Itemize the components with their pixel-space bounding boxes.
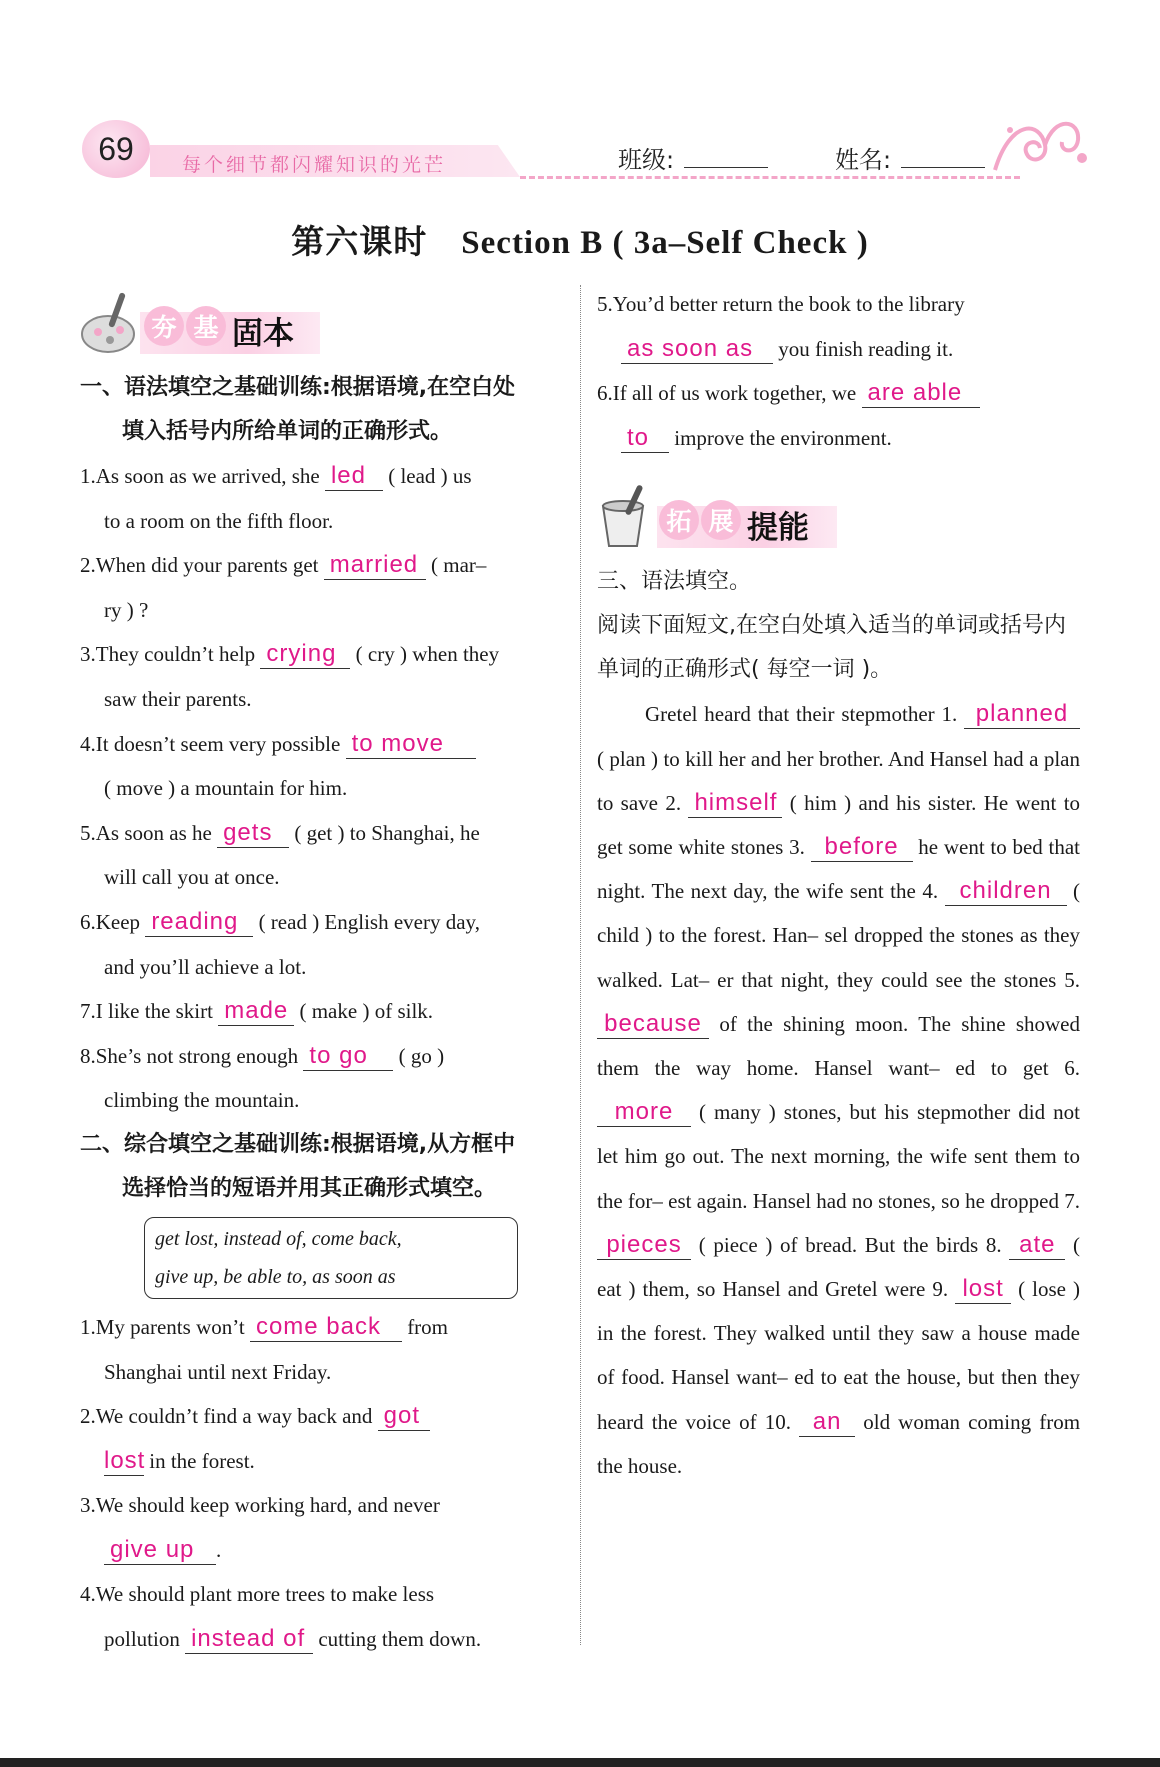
part2-answer-2a[interactable]: got [378, 1402, 430, 1431]
passage-answer-6[interactable]: more [597, 1098, 691, 1127]
phrase-box-line2: give up, be able to, as soon as [155, 1265, 396, 1288]
part2-answer-1[interactable]: come back [250, 1313, 402, 1342]
question-3: 3.They couldn’t help crying ( cry ) when they saw their parents. [80, 640, 500, 711]
answer-7[interactable]: made [218, 997, 294, 1026]
part2-answer-2b[interactable]: lost [104, 1446, 146, 1474]
phrase-box-line1: get lost, instead of, come back, [155, 1227, 402, 1250]
part3-sub-instruction: 阅读下面短文,在空白处填入适当的单词或括号内单词的正确形式( 每空一词 )。 [597, 613, 1066, 683]
answer-8[interactable]: to go [303, 1042, 393, 1071]
answer-1[interactable]: led [325, 462, 383, 491]
part1-instruction-line1: 一、语法填空之基础训练:根据语境,在空白处 [80, 375, 516, 400]
class-label: 班级: [618, 146, 675, 174]
answer-3[interactable]: crying [260, 640, 350, 669]
passage-answer-1[interactable]: planned [964, 700, 1080, 729]
passage-answer-2[interactable]: himself [688, 789, 782, 818]
part2-answer-4[interactable]: instead of [185, 1625, 313, 1654]
name-blank[interactable] [901, 167, 985, 168]
question-4: 4.It doesn’t seem very possible to move ( move ) a mountain for him. [80, 722, 562, 811]
part1-instruction [80, 366, 562, 454]
passage-answer-3[interactable]: before [811, 833, 913, 862]
question-7: 7.I like the skirt made ( make ) of silk. [80, 997, 434, 1025]
bottom-bar [0, 1758, 1160, 1767]
lesson-title: 第六课时 Section B ( 3a–Self Check ) [291, 225, 869, 261]
part2-instruction-line2: 选择恰当的短语并用其正确形式填空。 [122, 1175, 497, 1201]
question-2: 2.When did your parents get married ( mar– ry ) ? [80, 551, 487, 622]
passage-answer-7[interactable]: pieces [597, 1231, 691, 1260]
passage-answer-10[interactable]: an [799, 1408, 855, 1437]
part2-instruction-line1: 二、综合填空之基础训练:根据语境,从方框中 [80, 1131, 516, 1157]
part2-question-5: 5.You’d better return the book to the library as soon as you finish reading it. [597, 292, 965, 362]
name-field [835, 140, 985, 175]
badge-tuo: 拓 [659, 500, 699, 540]
part2-answer-6a[interactable]: are able [862, 379, 980, 408]
part2-questions [80, 1305, 562, 1662]
answer-6[interactable]: reading [145, 908, 253, 937]
part2-answer-5[interactable]: as soon as [621, 335, 773, 364]
page-number: 69 [82, 120, 150, 178]
passage-answer-9[interactable]: lost [955, 1275, 1011, 1304]
heading-tineng: 提能 [747, 510, 809, 547]
header-dashed-line [520, 176, 1020, 179]
part2-question-4: 4.We should plant more trees to make less pollution instead of cutting them down. [80, 1582, 482, 1653]
paint-bucket-icon [597, 484, 655, 550]
name-label: 姓名: [835, 146, 892, 174]
part1-questions [80, 454, 562, 1123]
question-6: 6.Keep reading ( read ) English every day, and you’ll achieve a lot. [80, 907, 480, 979]
section-heading-basic [80, 282, 562, 366]
page-header [0, 100, 1160, 190]
question-8: 8.She’s not strong enough to go ( go ) climbing the mountain. [80, 1041, 445, 1113]
part1-instruction-line2: 填入括号内所给单词的正确形式。 [122, 419, 453, 444]
palette-brush-icon [80, 290, 142, 356]
phrase-box [144, 1217, 518, 1299]
badge-zhan: 展 [701, 500, 741, 540]
part2-instruction [80, 1123, 562, 1211]
section-heading-extend [597, 476, 1080, 560]
question-5: 5.As soon as he gets ( get ) to Shanghai, he will call you at once. [80, 818, 480, 890]
class-blank[interactable] [684, 167, 768, 168]
motto-text: 每个细节都闪耀知识的光芒 [182, 154, 447, 176]
class-field [618, 140, 768, 175]
passage-answer-4[interactable]: children [945, 877, 1067, 906]
part2-answer-3[interactable]: give up [104, 1536, 216, 1565]
passage-answer-8[interactable]: ate [1009, 1231, 1065, 1260]
flourish-icon [990, 110, 1090, 180]
passage-answer-5[interactable]: because [597, 1010, 709, 1039]
left-column [80, 282, 562, 1662]
badge-ji: 基 [186, 306, 226, 346]
part2-question-1: 1.My parents won’t come back from Shanghai until next Friday. [80, 1312, 449, 1384]
answer-5[interactable]: gets [217, 819, 289, 848]
passage-opening: Gretel heard that their stepmother [645, 702, 935, 727]
part2-question-6: 6.If all of us work together, we are able to improve the environment. [597, 371, 1080, 460]
part2-questions-cont [597, 282, 1080, 460]
answer-4[interactable]: to move [346, 730, 476, 759]
part2-question-3: 3.We should keep working hard, and never give up . [80, 1493, 440, 1563]
right-column [597, 282, 1080, 1488]
badge-hang: 夯 [144, 306, 184, 346]
part3-instruction: 三、语法填空。 [597, 569, 752, 595]
passage: Gretel heard that their stepmother 1. planned ( plan ) to kill her and her brother. And Hansel had a plan to save 2. himself ( him ) and his sister. He went to get some white stones 3. before he went to bed that night. The next day, the wife sent the 4. children ( child ) to the forest. Han– sel dropped the stones as they walked. Lat– er that night, they could see the stones 5. because of the shining moon. The shine showed them the way home. Hansel want– ed to get 6. more ( many ) stones, but his stepmother did not let him go out. The next morning, the wife sent them to the for– est again. Hansel had no stones, so he dropped 7. pieces ( piece ) of bread. But the birds 8. ate ( eat ) them, so Hansel and Gretel were 9. lost ( lose ) in the forest. They walked until they saw a house made of food. Hansel want– ed to eat the house, but then they heard the voice of 10. an old woman coming from the house. [597, 700, 1081, 1478]
heading-guben: 固本 [232, 316, 294, 352]
part2-question-2: 2.We couldn’t find a way back and got lost in the forest. [80, 1394, 562, 1483]
column-divider [580, 285, 581, 1645]
answer-2[interactable]: married [324, 551, 426, 580]
part2-answer-6b[interactable]: to [621, 424, 669, 453]
question-1: 1.As soon as we arrived, she led ( lead ) us to a room on the fifth floor. [80, 462, 472, 533]
